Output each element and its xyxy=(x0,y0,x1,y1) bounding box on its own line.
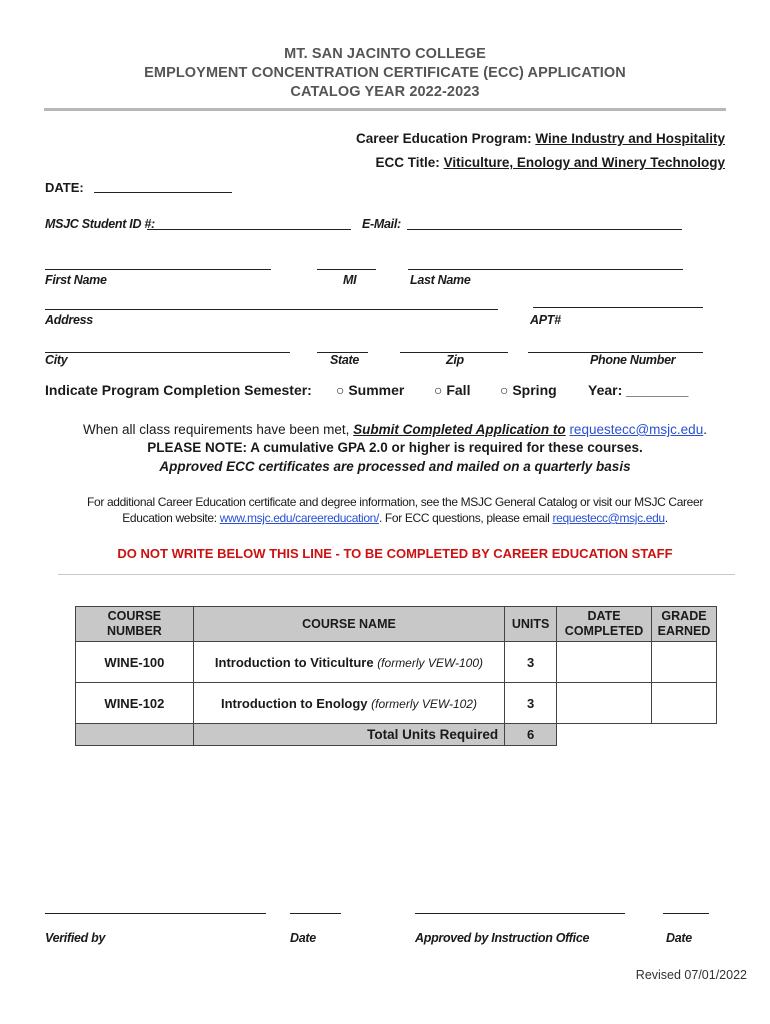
info-mid: . For ECC questions, please email xyxy=(378,511,553,525)
date-completed-cell[interactable] xyxy=(557,683,652,724)
date-completed-cell[interactable] xyxy=(557,642,652,683)
header-course-name: COURSE NAME xyxy=(193,607,504,642)
course-formerly: (formerly VEW-100) xyxy=(377,655,483,670)
course-title: Introduction to Enology xyxy=(220,695,368,711)
career-website-link[interactable]: www.msjc.edu/careereducation/ xyxy=(219,511,379,525)
apt-label: APT# xyxy=(530,313,561,327)
mi-label: MI xyxy=(343,273,357,287)
catalog-year: CATALOG YEAR 2022-2023 xyxy=(290,84,480,100)
ecc-title-value: Viticulture, Enology and Winery Technology xyxy=(443,155,725,170)
period: . xyxy=(703,422,707,437)
header-course-number: COURSE NUMBER xyxy=(76,607,194,642)
ecc-title-label: ECC Title: xyxy=(375,155,440,170)
date2-line[interactable] xyxy=(663,913,709,914)
approved-signature-line[interactable] xyxy=(415,913,625,914)
semester-label: Indicate Program Completion Semester: xyxy=(45,382,312,398)
course-units: 3 xyxy=(505,642,557,683)
course-formerly: (formerly VEW-102) xyxy=(371,696,477,711)
total-empty xyxy=(557,724,717,746)
requirements-note xyxy=(0,422,770,437)
table-row xyxy=(76,642,717,683)
zip-label: Zip xyxy=(446,353,464,367)
last-name-label: Last Name xyxy=(410,273,471,287)
last-name-field[interactable] xyxy=(408,269,683,270)
info-end: . xyxy=(664,511,668,525)
info-line-1: For additional Career Education certificate and degree information, see the MSJC General Catalog or visit our MSJC Career xyxy=(87,495,703,509)
year-field[interactable]: Year: ________ xyxy=(588,382,689,398)
grade-earned-cell[interactable] xyxy=(652,683,717,724)
approved-by-label: Approved by Instruction Office xyxy=(415,931,590,945)
career-program-value: Wine Industry and Hospitality xyxy=(535,131,725,146)
state-label: State xyxy=(330,353,360,367)
form-title: EMPLOYMENT CONCENTRATION CERTIFICATE (ECC) APPLICATION xyxy=(144,65,626,81)
mi-field[interactable] xyxy=(317,269,376,270)
career-program xyxy=(356,131,725,146)
date1-label: Date xyxy=(290,931,316,945)
header-date-completed: DATE COMPLETED xyxy=(557,607,652,642)
verified-by-label: Verified by xyxy=(45,931,106,945)
header-grade-earned: GRADE EARNED xyxy=(652,607,717,642)
header-divider xyxy=(44,108,726,111)
info-prefix: Education website: xyxy=(122,511,220,525)
date-field[interactable] xyxy=(94,192,232,193)
info-line-2 xyxy=(0,511,770,525)
course-code: WINE-100 xyxy=(76,642,194,683)
semester-fall-option[interactable]: ○ Fall xyxy=(434,382,471,398)
info-email-link[interactable]: requestecc@msjc.edu xyxy=(552,511,665,525)
requirements-prefix: When all class requirements have been met, xyxy=(83,422,354,437)
email-field[interactable] xyxy=(407,229,682,230)
total-units-label: Total Units Required xyxy=(193,724,504,746)
phone-label: Phone Number xyxy=(590,353,676,367)
apt-field[interactable] xyxy=(533,307,703,308)
header-units: UNITS xyxy=(505,607,557,642)
student-id-field[interactable] xyxy=(147,229,351,230)
course-title: Introduction to Viticulture xyxy=(214,654,374,670)
table-header-row xyxy=(76,607,717,642)
date2-label: Date xyxy=(666,931,692,945)
revised-date: Revised 07/01/2022 xyxy=(635,968,747,982)
staff-divider xyxy=(58,574,735,575)
submit-instruction: Submit Completed Application to xyxy=(353,422,566,437)
student-id-label: MSJC Student ID #: xyxy=(45,217,155,231)
city-field[interactable] xyxy=(45,352,290,353)
ecc-title xyxy=(376,155,725,170)
date-label: DATE: xyxy=(45,180,84,195)
email-label: E-Mail: xyxy=(362,217,401,231)
career-program-label: Career Education Program: xyxy=(356,131,532,146)
course-code: WINE-102 xyxy=(76,683,194,724)
college-name: MT. SAN JACINTO COLLEGE xyxy=(284,46,486,62)
course-table xyxy=(75,606,717,746)
course-name xyxy=(193,642,504,683)
city-label: City xyxy=(45,353,68,367)
course-name xyxy=(193,683,504,724)
submit-email-link[interactable]: requestecc@msjc.edu xyxy=(569,422,704,437)
verified-by-signature-line[interactable] xyxy=(45,913,266,914)
processing-note: Approved ECC certificates are processed and mailed on a quarterly basis xyxy=(159,459,631,474)
first-name-field[interactable] xyxy=(45,269,271,270)
total-units-value: 6 xyxy=(505,724,557,746)
first-name-label: First Name xyxy=(45,273,107,287)
semester-spring-option[interactable]: ○ Spring xyxy=(500,382,557,398)
grade-earned-cell[interactable] xyxy=(652,642,717,683)
semester-summer-option[interactable]: ○ Summer xyxy=(336,382,405,398)
course-units: 3 xyxy=(505,683,557,724)
address-label: Address xyxy=(45,313,93,327)
address-field[interactable] xyxy=(45,309,498,310)
total-row xyxy=(76,724,717,746)
date1-line[interactable] xyxy=(290,913,341,914)
staff-notice: DO NOT WRITE BELOW THIS LINE - TO BE COMPLETED BY CAREER EDUCATION STAFF xyxy=(117,546,673,561)
gpa-note: PLEASE NOTE: A cumulative GPA 2.0 or higher is required for these courses. xyxy=(147,440,643,455)
total-spacer xyxy=(76,724,194,746)
table-row xyxy=(76,683,717,724)
